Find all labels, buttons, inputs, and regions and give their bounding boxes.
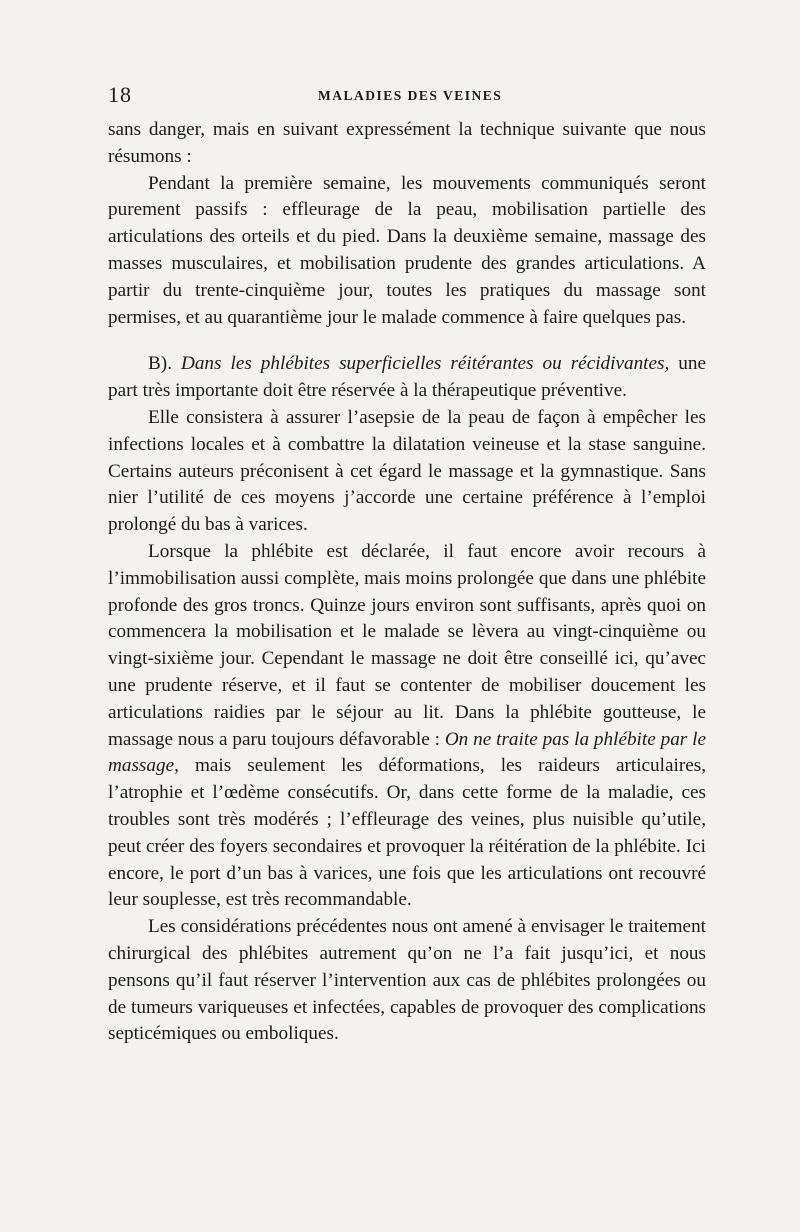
paragraph-asepsis (108, 405, 706, 539)
emphasis-text: On ne traite pas la phlébite par le massage, (108, 728, 706, 777)
section-label: B). (148, 353, 172, 375)
paragraph-text: sans danger, mais en suivant expressément la technique suivante que nous résumons : (108, 119, 706, 167)
paragraph-text: Elle consistera à assurer l’asepsie de la peau de façon à empêcher les infections locales et à combattre la dilatation veineuse et la stase sanguine. Certains auteurs préconisent à cet égard le massage et la gymnastique. Sans nier l’utilité de ces moyens j’accorde une certaine préférence à l’emploi prolongé du bas à varices. (108, 406, 706, 536)
paragraph-text: Les considérations précédentes nous ont amené à envisager le traitement chirurgical des phlébites autrement qu’on ne l’a fait jusqu’ici, et nous pensons qu’il faut réserver l’intervention aux cas de phlébites prolongées ou de tumeurs variqueuses et infectées, capables de provoquer des complications septicémiques ou emboliques. (108, 916, 706, 1045)
running-head: MALADIES DES VEINES (318, 88, 503, 103)
paragraph-text: une part très importante doit être réservée à la thérapeutique préventive. (108, 353, 706, 402)
paragraph-first-week (108, 171, 706, 332)
page-header (108, 82, 710, 112)
paragraph-text: Lorsque la phlébite est déclarée, il faut encore avoir recours à l’immobilisation aussi complète, mais moins prolongée que dans une phlébite profonde des gros troncs. Quinze jours environ sont suffisants, après quoi on commencera la mobilisation et le malade se lèvera au vingt-cinquième ou vingt-sixième jour. Cependant le massage ne doit être conseillé ici, qu’avec une prudente réserve, et il faut se contenter de mobiliser doucement les articulations raidies par le séjour au lit. Dans la phlébite goutteuse, le massage nous a paru toujours défavorable : (108, 540, 706, 750)
body-text (108, 117, 706, 1048)
page-number: 18 (108, 82, 132, 107)
paragraph-continuation (108, 117, 706, 171)
section-title: Dans les phlébites superficielles réitérantes ou récidivantes, (180, 353, 670, 375)
paragraph-text: Pendant la première semaine, les mouvements communiqués seront purement passifs : effleurage de la peau, mobilisation partielle des articulations des orteils et du pied. Dans la deuxième semaine, massage des masses musculaires, et mobilisation prudente des grandes articulations. A partir du trente-cinquième jour, toutes les pratiques du massage sont permises, et au quarantième jour le malade commence à faire quelques pas. (108, 172, 706, 328)
paragraph-text: mais seulement les déformations, les raideurs articulaires, l’atrophie et l’œdème consécutifs. Or, dans cette forme de la maladie, ces troubles sont très modérés ; l’effleurage des veines, plus nuisible qu’utile, peut créer des foyers secondaires et provoquer la réitération de la phlébite. Ici encore, le port d’un bas à varices, une fois que les articulations ont recouvré leur souplesse, est très recommandable. (108, 755, 706, 911)
paragraph-surgical-treatment (108, 914, 706, 1048)
paragraph-section-b (108, 351, 706, 405)
paragraph-declared-phlebitis (108, 539, 706, 914)
